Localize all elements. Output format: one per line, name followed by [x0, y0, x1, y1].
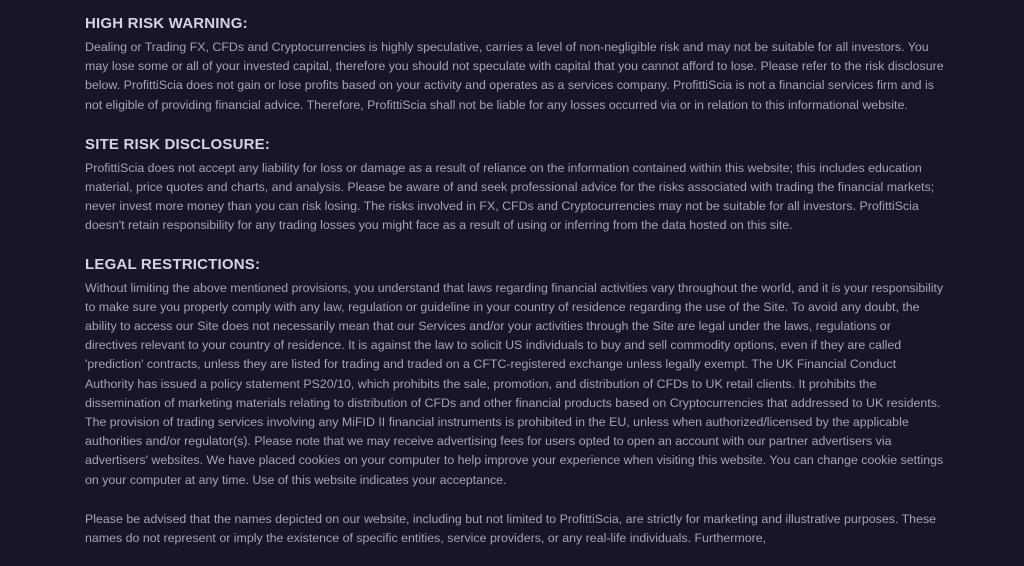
legal-restrictions-section	[85, 255, 945, 490]
legal-restrictions-heading: LEGAL RESTRICTIONS:	[85, 255, 261, 273]
site-risk-disclosure-section	[85, 135, 945, 236]
high-risk-warning-text: Dealing or Trading FX, CFDs and Cryptocurrencies is highly speculative, carries a level of non-negligible risk and may not be suitable for all investors. You may lose some or all of your invested capital, therefore you should not speculate with capital that you cannot afford to lose. Please refer to the risk disclosure below. ProfittiScia does not gain or lose profits based on your activity and operates as a services company. ProfittiScia is not a financial services firm and is not eligible of providing financial advice. Therefore, ProfittiScia shall not be liable for any losses occurred via or in relation to this informational website.	[85, 40, 944, 112]
site-risk-disclosure-text: ProfittiScia does not accept any liability for loss or damage as a result of reliance on the information contained within this website; this includes education material, price quotes and charts, and analysis. Please be aware of and seek professional advice for the risks associated with trading the financial markets; never invest more money than you can risk losing. The risks involved in FX, CFDs and Cryptocurrencies may not be suitable for all investors. ProfittiScia doesn't retain responsibility for any trading losses you might face as a result of using or inferring from the data hosted on this site.	[85, 160, 935, 233]
disclaimer-content	[85, 14, 945, 548]
site-risk-disclosure-heading: SITE RISK DISCLOSURE:	[85, 135, 271, 153]
names-notice-text: Please be advised that the names depicted on our website, including but not limited to ProfittiScia, are strictly for marketing and illustrative purposes. These names do not represent or imply the existence of specific entities, service providers, or any real-life individuals. Furthermore,	[85, 511, 937, 546]
names-notice-section	[85, 510, 945, 548]
high-risk-warning-heading: HIGH RISK WARNING:	[85, 15, 248, 32]
legal-restrictions-text: Without limiting the above mentioned provisions, you understand that laws regarding financial activities vary throughout the world, and it is your responsibility to make sure you properly comply with any law, regulation or guideline in your country of residence regarding the use of the Site. To avoid any doubt, the ability to access our Site does not necessarily mean that our Services and/or your activities through the Site are legal under the laws, regulations or directives relevant to your country of residence. It is against the law to solicit US individuals to buy and sell commodity options, even if they are called 'prediction' contracts, unless they are listed for trading and traded on a CFTC-registered exchange unless legally exempt. The UK Financial Conduct Authority has issued a policy statement PS20/10, which prohibits the sale, promotion, and distribution of CFDs to UK retail clients. It prohibits the dissemination of marketing materials relating to distribution of CFDs and other financial products based on Cryptocurrencies that addressed to UK residents. The provision of trading services involving any MiFID II financial instruments is prohibited in the EU, unless when authorized/licensed by the applicable authorities and/or regulator(s). Please note that we may receive advertising fees for users opted to open an account with our partner advertisers via advertisers' websites. We have placed cookies on your computer to help improve your experience when visiting this website. You can change cookie settings on your computer at any time. Use of this website indicates your acceptance.	[85, 280, 944, 487]
high-risk-warning-section	[85, 14, 945, 115]
